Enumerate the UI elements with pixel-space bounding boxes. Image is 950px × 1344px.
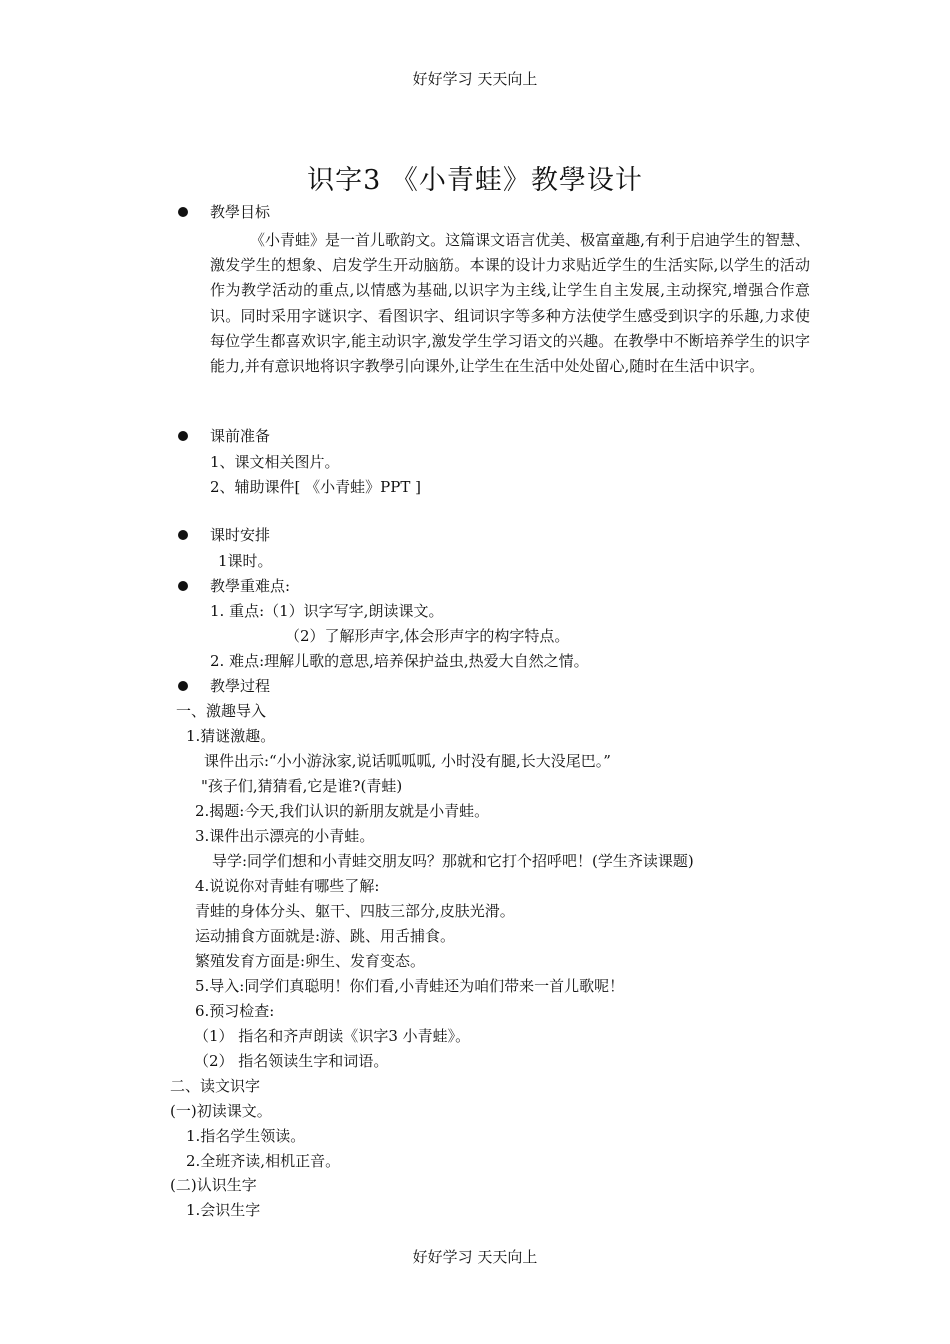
process-line: 课件出示:“小小游泳家,说话呱呱呱, 小时没有腿,长大没尾巴。”: [204, 752, 611, 770]
key-item: 1. 重点:（1）识字写字,朗读课文。: [210, 602, 444, 620]
section-heading-time: 课时安排: [210, 526, 271, 544]
section-heading-prep: 课前准备: [210, 427, 271, 445]
section-heading-goal: 教學目标: [210, 203, 271, 221]
process-line: 4.说说你对青蛙有哪些了解:: [195, 877, 380, 895]
process-line: 1.会识生字: [186, 1201, 261, 1219]
process-line: 3.课件出示漂亮的小青蛙。: [195, 827, 375, 845]
process-line: 1.猜谜激趣。: [186, 727, 276, 745]
process-line: 5.导入:同学们真聪明！你们看,小青蛙还为咱们带来一首儿歌呢！: [195, 977, 625, 995]
section-heading-key: 教學重难点:: [210, 577, 291, 595]
process-line: (一)初读课文。: [170, 1102, 272, 1120]
process-line: 2.揭题:今天,我们认识的新朋友就是小青蛙。: [195, 802, 490, 820]
process-line: "孩子们,猜猜看,它是谁?(青蛙): [201, 777, 403, 795]
bullet-icon: [178, 207, 188, 217]
prep-item: 2、辅助课件[ 《小青蛙》PPT ]: [210, 478, 421, 496]
page-footer: 好好学习 天天向上: [412, 1248, 538, 1266]
document-title: 识字3 《小青蛙》教學设计: [307, 165, 643, 196]
key-item: （2）了解形声字,体会形声字的构字特点。: [285, 627, 570, 645]
page-header: 好好学习 天天向上: [412, 70, 538, 88]
prep-item: 1、课文相关图片。: [210, 453, 340, 471]
process-line: 2.全班齐读,相机正音。: [186, 1152, 341, 1170]
section-heading-process: 教學过程: [210, 677, 271, 695]
process-line: 繁殖发育方面是:卵生、发育变态。: [195, 952, 426, 970]
bullet-icon: [178, 681, 188, 691]
time-item: 1课时。: [218, 552, 273, 570]
process-line: 二、读文识字: [170, 1077, 261, 1095]
process-line: (二)认识生字: [170, 1176, 257, 1194]
key-item: 2. 难点:理解儿歌的意思,培养保护益虫,热爱大自然之情。: [210, 652, 589, 670]
process-line: 6.预习检查:: [195, 1002, 275, 1020]
process-line: 运动捕食方面就是:游、跳、用舌捕食。: [195, 927, 456, 945]
process-line: 导学:同学们想和小青蛙交朋友吗？那就和它打个招呼吧！(学生齐读课题): [212, 852, 694, 870]
process-line: 一、激趣导入: [176, 702, 267, 720]
process-line: 青蛙的身体分头、躯干、四肢三部分,皮肤光滑。: [195, 902, 515, 920]
goal-paragraph-text: 《小青蛙》是一首儿歌韵文。这篇课文语言优美、极富童趣,有利于启迪学生的智慧、激发学生的想象、启发学生开动脑筋。本课的设计力求贴近学生的生活实际,以学生的活动作为教学活动的重点,以情感为基础,以识字为主线,让学生自主发展,主动探究,增强合作意识。同时采用字谜识字、看图识字、组词识字等多种方法使学生感受到识字的乐趣,力求使每位学生都喜欢识字,能主动识字,激发学生学习语文的兴趣。在教學中不断培养学生的识字能力,并有意识地将识字教學引向课外,让学生在生活中处处留心,随时在生活中识字。: [210, 231, 810, 376]
goal-paragraph: [210, 228, 810, 379]
process-line: （2） 指名领读生字和词语。: [194, 1052, 389, 1070]
bullet-icon: [178, 581, 188, 591]
process-line: （1） 指名和齐声朗读《识字3 小青蛙》。: [194, 1027, 471, 1045]
process-line: 1.指名学生领读。: [186, 1127, 306, 1145]
bullet-icon: [178, 431, 188, 441]
bullet-icon: [178, 530, 188, 540]
